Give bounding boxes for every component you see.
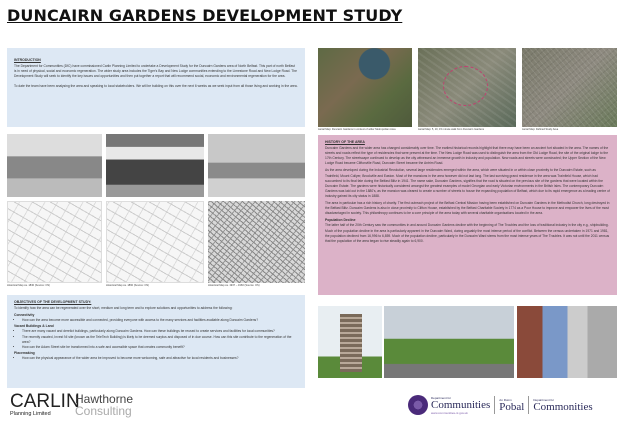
dfc-small: Department for (431, 395, 452, 400)
carlin-logo (10, 393, 80, 417)
irish-name: Pobal (499, 400, 525, 413)
objective-item: • How can the area become more accessible and connected, providing everyone with access to the many services and facilities available along Duncairn Gardens? (22, 318, 298, 323)
aerial-caption: Aerial Map: 5, 10, 15 minute walk from Duncairn Gardens (418, 128, 485, 131)
historic-photo-road (208, 134, 305, 197)
map-caption: Historical Map ca. 1830 (Source: OS) (7, 284, 50, 287)
history-paragraph: As the area developed during the Industrial Revolution, several large residencies emerged within the area, which were situated in or within close proximity to the Duncairn Estate, such as Trainfield, Mount Collyer, Brookville and Easton. Most of the mansions in the area however did not last long. The last surviving grand residence in the area was Trainfield House, which had succumbed to its final fate during the Belfast Blitz in 1941. The name sake, Duncairn Gardens, signifies that the road is situated on the previous site of the gardens that were located within the Duncairn Estate. The gardens were historically considered amongst the greatest examples of model Georgian and early Victorian environments in the British Isles. The contemporary Duncairn Gardens was laid out in the 1880's, as the mansion was cleared to create a number of streets to house the expanding population of Belfast, which due to its rapid emergence as a leading centre of industry gained its city status in 1888. (325, 168, 610, 198)
map-caption: Historical Map ca. 1860 (Source: OS) (106, 284, 149, 287)
dfc-logo (408, 395, 593, 415)
map-caption: Historical Map ca. 1937 – 1960 (Source: OS) (208, 284, 260, 287)
aerial-map-study-area (522, 48, 617, 127)
objective-item: • How can the physical appearance of the wider area be improved to become more welcoming, safe and attractive for local residents and businesses? (22, 356, 298, 361)
page-title: DUNCAIRN GARDENS DEVELOPMENT STUDY (7, 6, 403, 25)
intro-paragraph: To date the team have been analysing the area and speaking to local stakeholders. We will be building on this over the next 6 weeks as we seek input from all those living and working in the area. (14, 84, 298, 89)
dfc-emblem-icon (408, 395, 428, 415)
dfc-name: Communities (431, 398, 491, 411)
aerial-map-metropolitan (318, 48, 412, 127)
history-paragraph: The area in particular has a rich history of charity. The first outreach project of the Belfast Central Mission having been established on Duncairn Gardens in the Methodist Church, long destroyed in the Belfast Blitz. Duncairn Gardens is also in close proximity to Clifton House, established by the Belfast Charitable Society in 1774 as a Poor House to improve and empower the lives of the most disadvantaged in society. This philanthropy continues to be a core principle of the area today with several charitable organisations located in the area. (325, 201, 610, 216)
intro-heading: INTRODUCTION (14, 58, 41, 62)
history-paragraph: Duncairn Gardens and the wider area has changed considerably over time. The earliest historical records highlight that there may have been an ancient fort situated in the area. The names of the streets and roads reflect the type of residencies that were present at the time. The New Lodge Road was used to distinguish the area from the Old Lodge Road, the site of the original lodge to the 17th Century. The streetscape continued to develop as the city witnessed an immense growth in industry and population. New roads and streets were constructed; the Upper Section of the New Lodge Road became Cliftonville Road, Duncairn Street became the Antrim Road. (325, 146, 609, 166)
aerial-caption: Aerial Map: Defined Study Area (522, 128, 559, 131)
aerial-caption: Aerial Map: Duncairn Gardens in context of wider Metropolitan Area (318, 128, 396, 131)
objectives-intro: To identify how the area can be regenerated over the short, medium and long term and to explore solutions and opportunities to address the following: (14, 306, 233, 311)
hawthorne-logo-text: Hawthorne (75, 392, 134, 406)
aerial-map-walk-radius (418, 48, 516, 127)
history-panel (318, 135, 617, 295)
carlin-logo-sub: Planning Limited (10, 411, 51, 417)
objectives-heading: OBJECTIVES OF THE DEVELOPMENT STUDY: (14, 300, 92, 304)
objectives-panel (7, 295, 305, 388)
introduction-panel (7, 48, 305, 127)
ulster-name: Commonities (533, 400, 593, 413)
history-heading: HISTORY OF THE AREA (325, 140, 365, 144)
hawthorne-logo-sub: Consulting (75, 404, 132, 418)
carlin-logo-text: CARLIN (10, 391, 80, 412)
history-subheading: Population Decline (325, 218, 356, 223)
section-title: Placemaking (14, 350, 35, 355)
objective-item: • The recently vacated, Invest NI site (known as the TeleTech Building) is likely to be deemed surplus and disposed of in due course. How can this site contribute to the regeneration of the area? (22, 335, 298, 345)
historic-map-1 (7, 201, 102, 283)
history-paragraph: The latter half of the 20th Century saw the communities in and around Duncairn Gardens decline with the beginning of The Troubles and the loss of traditional industry in the city e.g., shipbuilding. Much of the population decline in the area is particularly apparent in the Duncairn Ward, during arguably the most intense period of the conflict. Between the census undertaken in 1971 and 1981, the population declined from 16,996 to 6,859. Much of the population decline, particularly in the Duncairn Ward stems from the most intense years of The Troubles. It was not until the 2011 census that the population of the area began to rise steadily again to 6,900. (325, 223, 610, 243)
photo-gated-site (517, 306, 617, 378)
historic-photo-building (106, 134, 204, 197)
historic-map-3 (208, 201, 305, 283)
dfc-url: www.communities-ni.gov.uk (431, 410, 468, 415)
intro-paragraph: The Department for Communities (DfC) have commissioned Carlin Planning Limited to undertake a Development Study for the Duncairn Gardens area of North Belfast. This part of north Belfast is in need of physical, social and economic regeneration. The wider study area includes the Tiger's Bay and New Lodge communities extending to the Limestone Road and New Lodge Road. The Development Study will seek to identify the key issues and opportunities and then put together a report that will recommend social, economic and environmental regeneration for the area. (14, 64, 297, 79)
irish-small: An Roinn (499, 397, 512, 402)
photo-tower-block (318, 306, 382, 378)
section-title: Vacant Buildings & Land (14, 324, 54, 329)
hawthorne-logo (75, 393, 133, 417)
historic-photo-street (7, 134, 102, 197)
historic-map-2 (106, 201, 204, 283)
ulster-small: Depairtment fur (533, 397, 555, 402)
objective-item: • There are many vacant and derelict buildings, particularly along Duncairn Gardens. How can these buildings be reused to create services and facilities for local communities? (22, 329, 298, 334)
objective-item: • How can the Adam Street site be transformed into a safe and accessible space that creates community benefit? (22, 345, 298, 350)
section-title: Connectivity (14, 313, 35, 318)
photo-duncairn-gardens-street (384, 306, 514, 378)
